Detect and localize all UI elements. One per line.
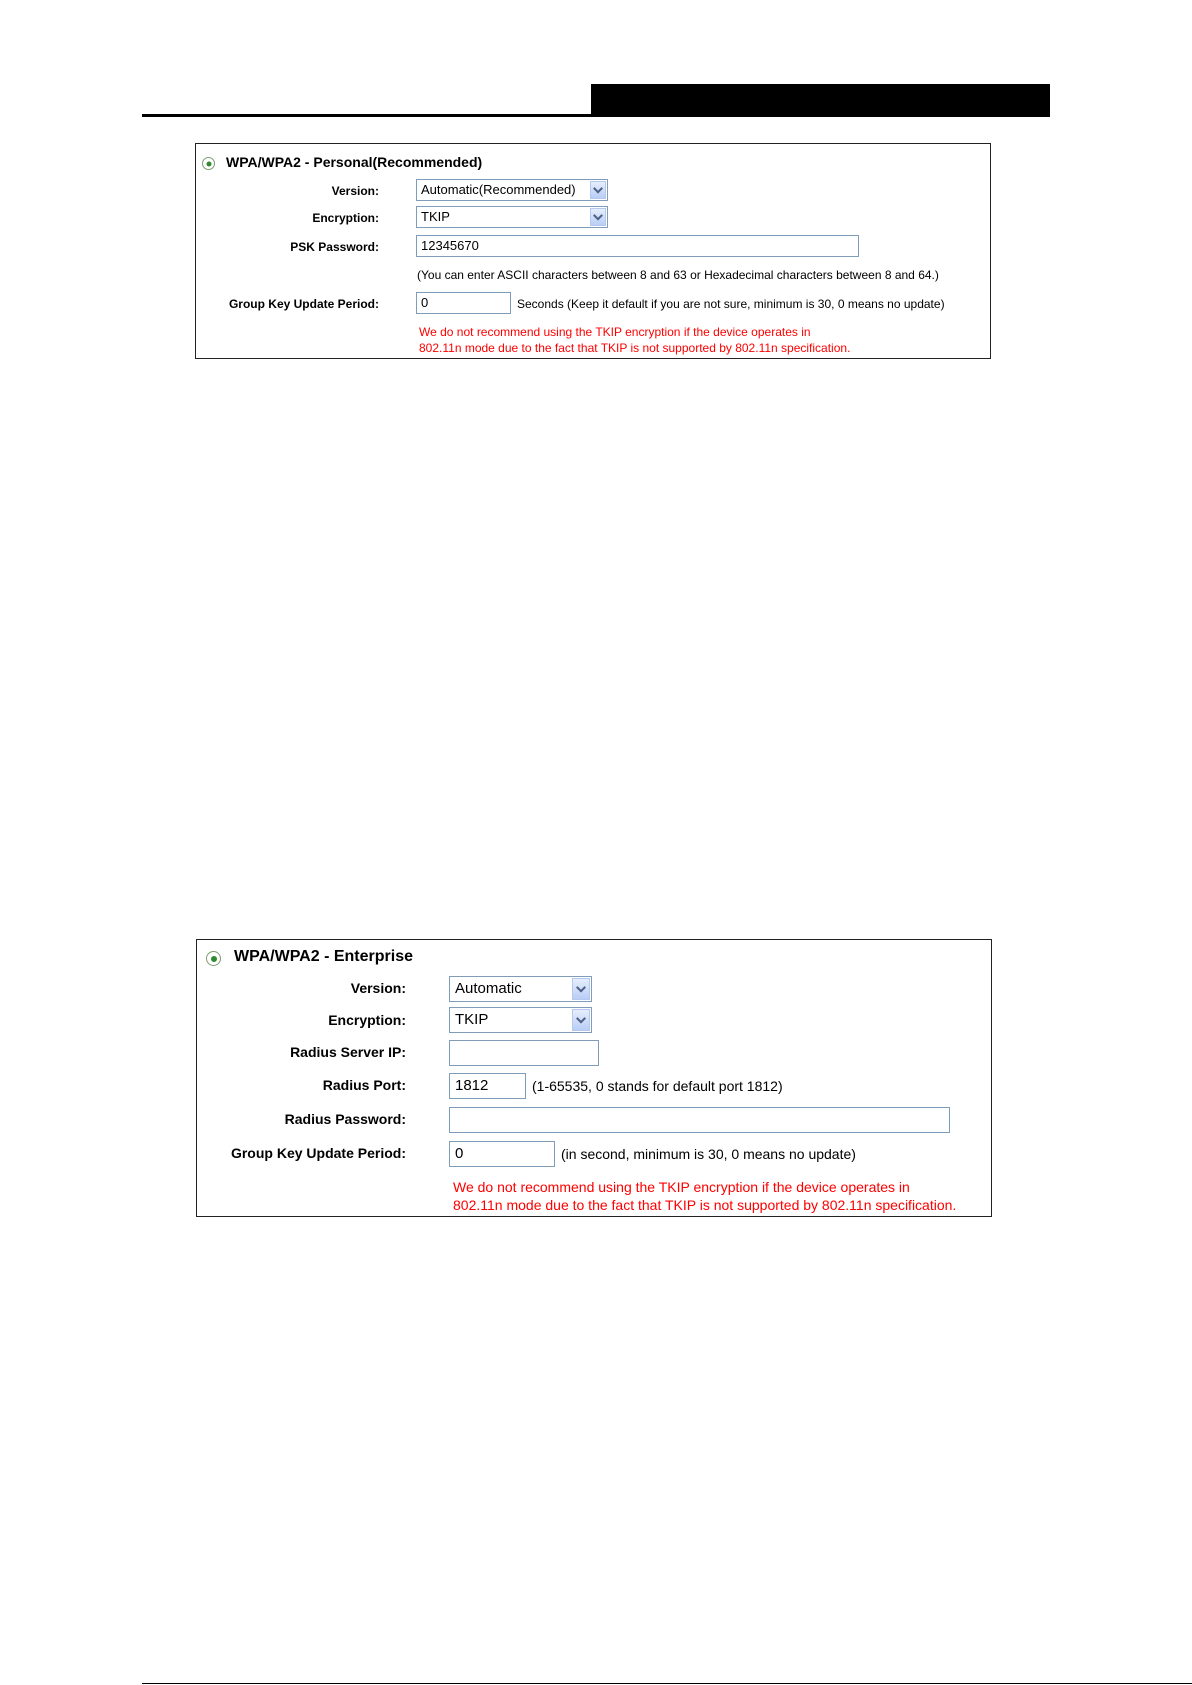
radius-server-ip-label: Radius Server IP: bbox=[290, 1044, 406, 1060]
version-label: Version: bbox=[331, 184, 379, 198]
group-key-hint: Seconds (Keep it default if you are not sure, minimum is 30, 0 means no update) bbox=[517, 297, 945, 311]
radius-port-label: Radius Port: bbox=[322, 1077, 406, 1093]
chevron-down-icon bbox=[572, 978, 590, 1000]
radius-password-input[interactable] bbox=[449, 1107, 950, 1133]
header-bar bbox=[591, 84, 1050, 116]
encryption-select[interactable] bbox=[449, 1007, 592, 1033]
wpa-personal-panel bbox=[195, 143, 991, 359]
tkip-warning-line1: We do not recommend using the TKIP encryption if the device operates in bbox=[419, 325, 811, 339]
tkip-warning-line1: We do not recommend using the TKIP encryption if the device operates in bbox=[453, 1179, 910, 1195]
header-rule bbox=[142, 114, 1050, 117]
version-select[interactable] bbox=[449, 976, 592, 1002]
version-label: Version: bbox=[350, 980, 406, 996]
wpa-enterprise-title: WPA/WPA2 - Enterprise bbox=[234, 948, 413, 965]
radius-password-label: Radius Password: bbox=[284, 1111, 406, 1127]
radius-port-hint: (1-65535, 0 stands for default port 1812) bbox=[532, 1078, 783, 1094]
radius-port-input[interactable]: 1812 bbox=[449, 1073, 526, 1099]
group-key-label: Group Key Update Period: bbox=[230, 1145, 406, 1161]
psk-password-hint: (You can enter ASCII characters between 8 and 63 or Hexadecimal characters between 8 and 64.) bbox=[417, 268, 939, 282]
encryption-select[interactable] bbox=[416, 206, 608, 228]
encryption-label: Encryption: bbox=[328, 1012, 406, 1028]
group-key-input[interactable]: 0 bbox=[449, 1141, 555, 1167]
chevron-down-icon bbox=[572, 1009, 590, 1031]
group-key-hint: (in second, minimum is 30, 0 means no update) bbox=[561, 1146, 856, 1162]
footer-rule bbox=[142, 1683, 1192, 1684]
version-select-value: Automatic bbox=[455, 980, 522, 997]
psk-password-input[interactable]: 12345670 bbox=[416, 235, 859, 257]
tkip-warning-line2: 802.11n mode due to the fact that TKIP is not supported by 802.11n specification. bbox=[419, 341, 851, 355]
chevron-down-icon bbox=[590, 208, 606, 226]
radius-server-ip-input[interactable] bbox=[449, 1040, 599, 1066]
version-select[interactable] bbox=[416, 179, 608, 201]
group-key-label: Group Key Update Period: bbox=[228, 297, 379, 311]
encryption-label: Encryption: bbox=[312, 211, 379, 225]
psk-password-label: PSK Password: bbox=[290, 240, 379, 254]
group-key-input[interactable]: 0 bbox=[416, 292, 511, 314]
wpa-personal-title: WPA/WPA2 - Personal(Recommended) bbox=[226, 154, 483, 170]
chevron-down-icon bbox=[590, 181, 606, 199]
wpa-personal-radio[interactable] bbox=[202, 157, 215, 170]
encryption-select-value: TKIP bbox=[421, 209, 450, 224]
wpa-enterprise-panel bbox=[196, 939, 992, 1217]
tkip-warning-line2: 802.11n mode due to the fact that TKIP is not supported by 802.11n specification. bbox=[453, 1197, 957, 1213]
version-select-value: Automatic(Recommended) bbox=[421, 182, 576, 197]
wpa-enterprise-radio[interactable] bbox=[206, 951, 221, 966]
encryption-select-value: TKIP bbox=[455, 1011, 489, 1028]
